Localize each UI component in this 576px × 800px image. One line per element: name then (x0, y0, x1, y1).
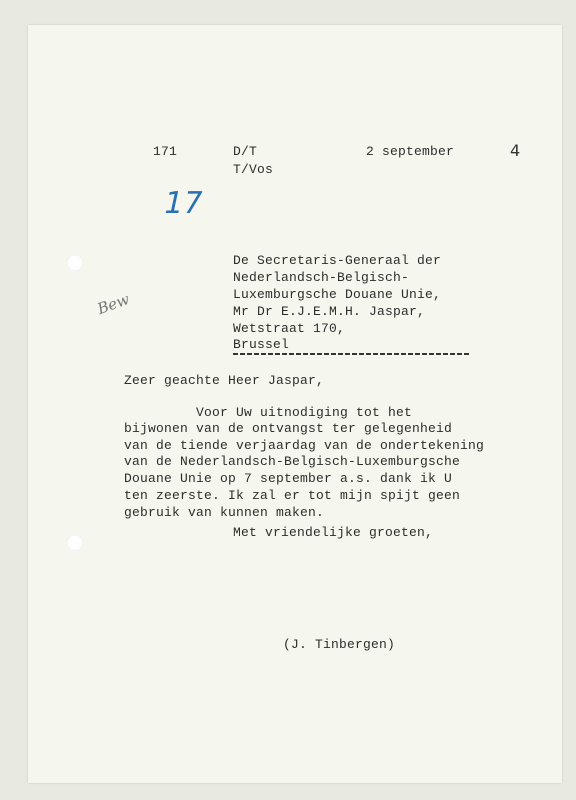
letter-date: 2 september (366, 144, 455, 159)
address-line: De Secretaris-Generaal der (233, 253, 442, 268)
letter-number: 171 (153, 144, 178, 159)
body-line: Douane Unie op 7 september a.s. dank ik U (124, 471, 453, 486)
body-line: ten zeerste. Ik zal er tot mijn spijt geen (124, 488, 461, 503)
body-line: bijwonen van de ontvangst ter gelegenheid (124, 421, 453, 436)
body-line: Voor Uw uitnodiging tot het (124, 405, 413, 420)
blue-handwritten-number: 17 (160, 186, 206, 221)
address-city: Brussel (233, 337, 290, 352)
address-line: Mr Dr E.J.E.M.H. Jaspar, (233, 304, 426, 319)
address-line: Wetstraat 170, (233, 321, 346, 336)
address-line: Luxemburgsche Douane Unie, (233, 287, 442, 302)
page-mark: 4 (510, 141, 521, 160)
address-underline (233, 353, 469, 355)
punch-hole-top (67, 255, 83, 271)
address-line: Nederlandsch-Belgisch- (233, 270, 410, 285)
reference-typist: T/Vos (233, 162, 274, 177)
pencil-annotation: Bew (94, 289, 132, 319)
body-line: gebruik van kunnen maken. (124, 505, 325, 520)
closing: Met vriendelijke groeten, (233, 525, 434, 540)
salutation: Zeer geachte Heer Jaspar, (124, 373, 325, 388)
signature: (J. Tinbergen) (283, 637, 396, 652)
letter-page (28, 25, 562, 783)
reference-code: D/T (233, 144, 258, 159)
punch-hole-bottom (67, 535, 83, 551)
body-line: van de Nederlandsch-Belgisch-Luxemburgsche (124, 454, 461, 469)
body-line: van de tiende verjaardag van de ondertekening (124, 438, 485, 453)
